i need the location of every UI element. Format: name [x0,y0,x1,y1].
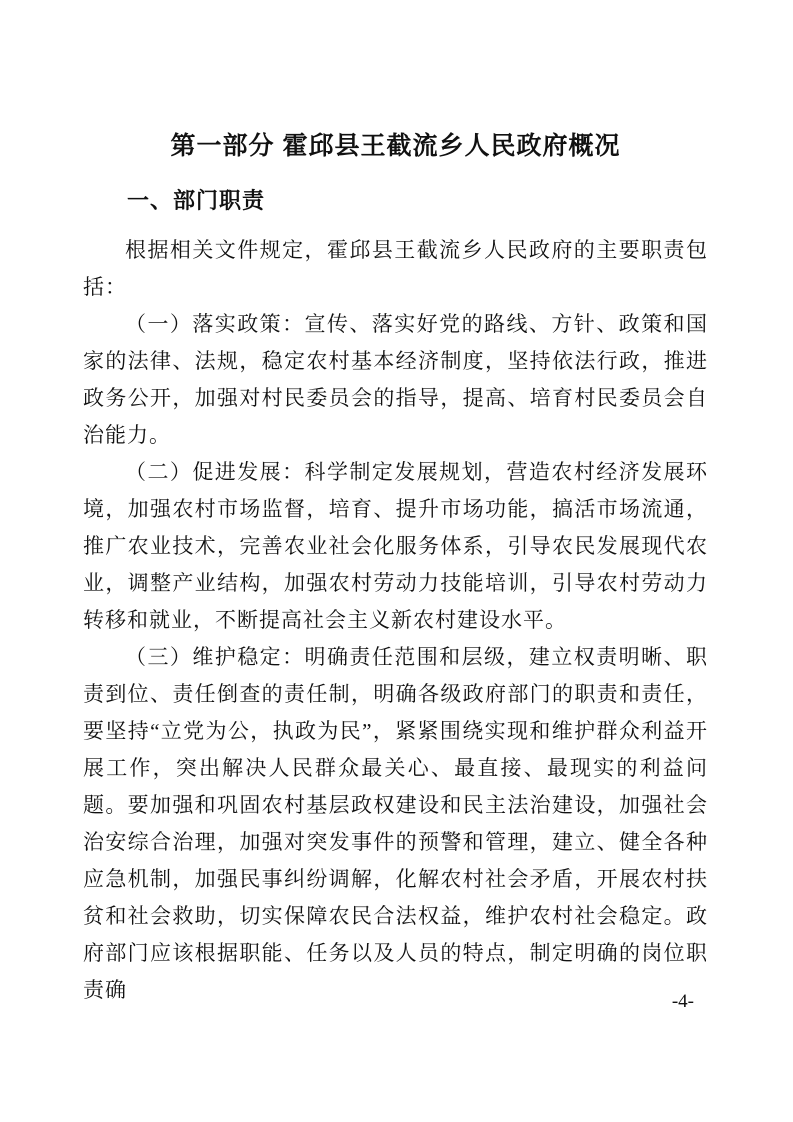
document-title: 第一部分 霍邱县王截流乡人民政府概况 [170,132,621,160]
page-number: -4- [671,991,694,1012]
document-body [83,232,708,1009]
section-heading: 一、部门职责 [127,188,266,213]
body-paragraph: （二）促进发展：科学制定发展规划，营造农村经济发展环境，加强农村市场监督，培育、提升市场功能，搞活市场流通，推广农业技术，完善农业社会化服务体系，引导农民发展现代农业，调整产业结构，加强农村劳动力技能培训，引导农村劳动力转移和就业，不断提高社会主义新农村建设水平。 [83,460,708,632]
body-paragraph: （一）落实政策：宣传、落实好党的路线、方针、政策和国家的法律、法规，稳定农村基本经济制度，坚持依法行政，推进政务公开，加强对村民委员会的指导，提高、培育村民委员会自治能力。 [83,312,708,447]
body-paragraph: （三）维护稳定：明确责任范围和层级，建立权责明晰、职责到位、责任倒查的责任制，明确各级政府部门的职责和责任，要坚持“立党为公，执政为民”，紧紧围绕实现和维护群众利益开展工作，突出解决人民群众最关心、最直接、最现实的利益问题。要加强和巩固农村基层政权建设和民主法治建设，加强社会治安综合治理，加强对突发事件的预警和管理，建立、健全各种应急机制，加强民事纠纷调解，化解农村社会矛盾，开展农村扶贫和社会救助，切实保障农民合法权益，维护农村社会稳定。政府部门应该根据职能、任务以及人员的特点，制定明确的岗位职责确 [83,645,708,1002]
body-paragraph: 根据相关文件规定，霍邱县王截流乡人民政府的主要职责包括： [83,238,708,299]
